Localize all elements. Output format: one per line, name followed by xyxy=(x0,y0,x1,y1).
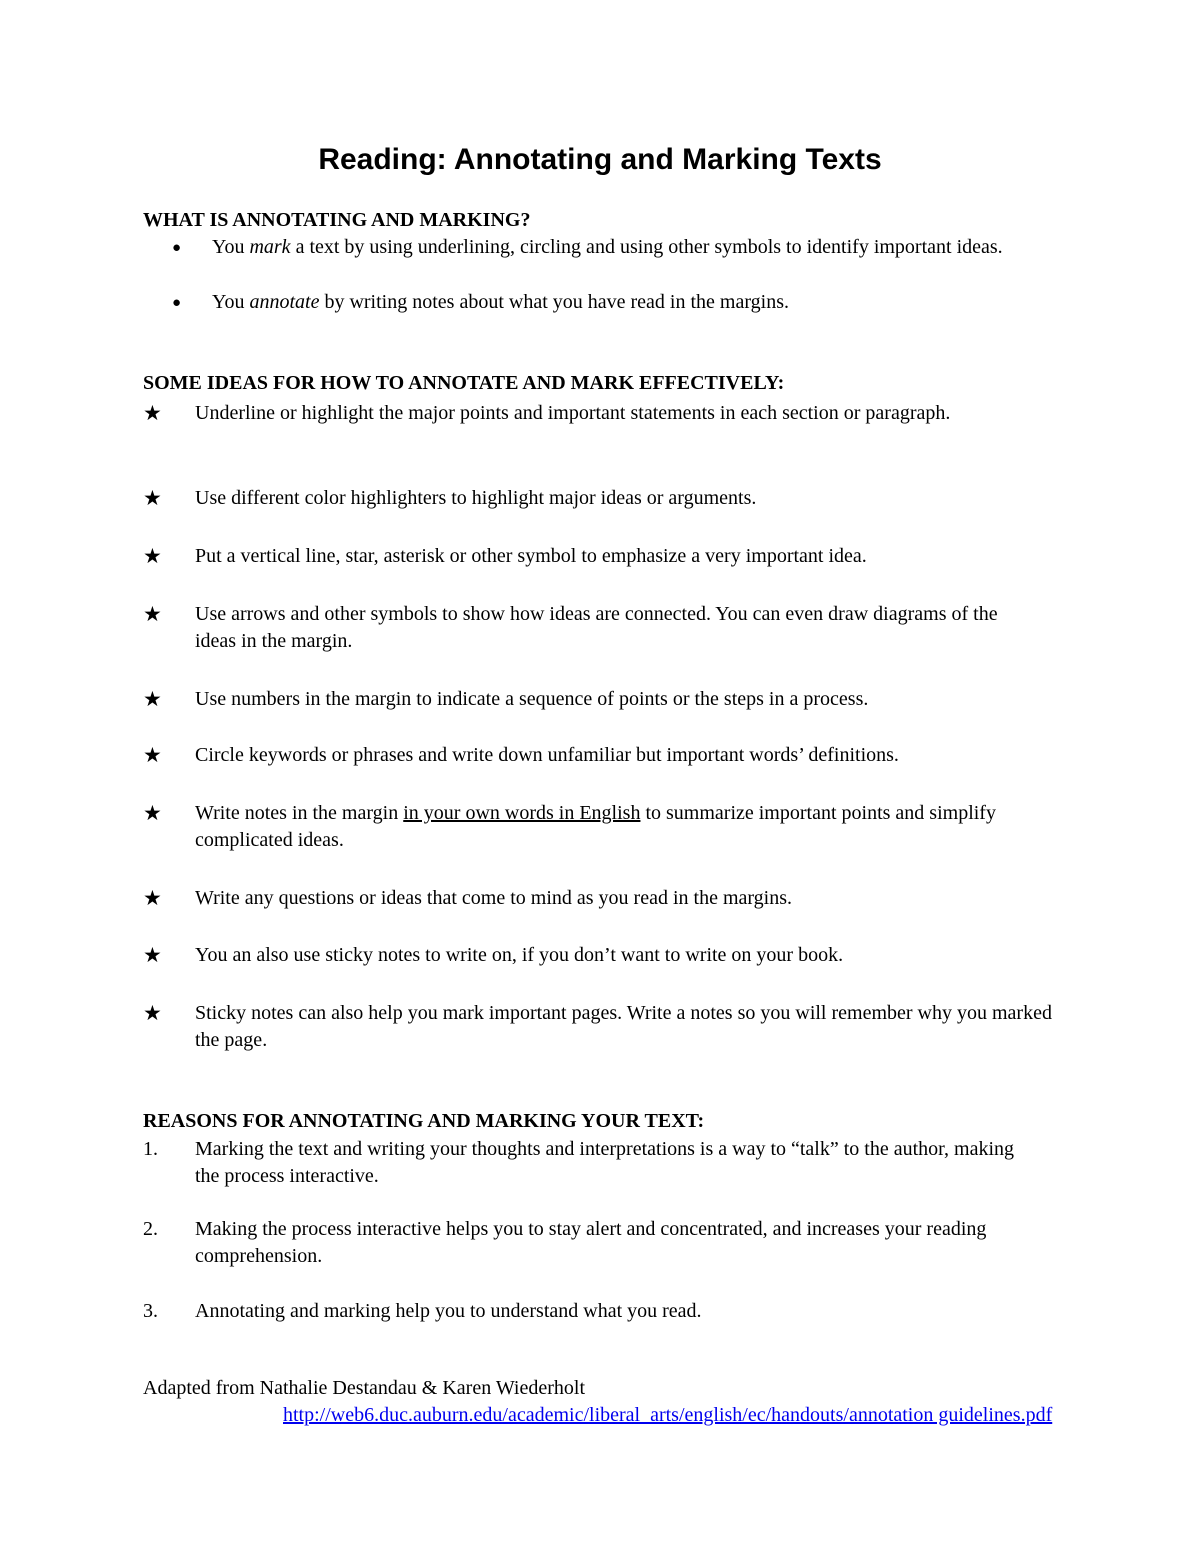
list-item: Write any questions or ideas that come to mind as you read in the margins. xyxy=(195,887,793,909)
star-icon: ★ xyxy=(143,801,162,825)
item-text: a text by using underlining, circling and using other symbols to identify important ideas. xyxy=(290,236,1003,258)
section-heading-ideas: SOME IDEAS FOR HOW TO ANNOTATE AND MARK EFFECTIVELY: xyxy=(143,372,785,394)
list-item xyxy=(212,289,1012,316)
item-text: You xyxy=(212,236,250,258)
section-heading-what-is: WHAT IS ANNOTATING AND MARKING? xyxy=(143,209,531,231)
list-item: Making the process interactive helps you to stay alert and concentrated, and increases your reading comprehension. xyxy=(195,1218,987,1267)
item-emphasis: annotate xyxy=(249,291,320,313)
star-icon: ★ xyxy=(143,886,162,910)
list-item: Sticky notes can also help you mark important pages. Write a notes so you will remember why you marked the page. xyxy=(195,1002,1052,1051)
star-icon: ★ xyxy=(143,743,162,767)
list-number: 3. xyxy=(143,1300,158,1322)
list-item: Use different color highlighters to highlight major ideas or arguments. xyxy=(195,487,757,509)
star-icon: ★ xyxy=(143,486,162,510)
star-icon: ★ xyxy=(143,401,162,425)
bullet-dot-icon: ● xyxy=(172,295,182,311)
list-item: Annotating and marking help you to understand what you read. xyxy=(195,1300,702,1322)
list-item: Use numbers in the margin to indicate a sequence of points or the steps in a process. xyxy=(195,688,869,710)
list-item: Put a vertical line, star, asterisk or other symbol to emphasize a very important idea. xyxy=(195,545,867,567)
page-title: Reading: Annotating and Marking Texts xyxy=(318,143,882,176)
item-underlined-text: in your own words in English xyxy=(403,802,641,824)
list-item: Marking the text and writing your thoughts and interpretations is a way to “talk” to the author, making the process interactive. xyxy=(195,1138,1015,1187)
star-icon: ★ xyxy=(143,687,162,711)
star-icon: ★ xyxy=(143,544,162,568)
item-text: to summarize important points and simplify complicated ideas. xyxy=(195,802,996,851)
list-item xyxy=(212,234,1012,261)
source-link[interactable]: http://web6.duc.auburn.edu/academic/liberal_arts/english/ec/handouts/annotation guidelines.pdf xyxy=(283,1404,1053,1426)
star-icon: ★ xyxy=(143,1001,162,1025)
credit-text: Adapted from Nathalie Destandau & Karen Wiederholt xyxy=(143,1377,586,1399)
list-number: 1. xyxy=(143,1138,158,1160)
item-emphasis: mark xyxy=(249,236,291,258)
item-text: by writing notes about what you have read in the margins. xyxy=(319,291,789,313)
item-text: Write notes in the margin xyxy=(195,802,404,824)
source-link-container xyxy=(283,1402,1063,1429)
section-heading-reasons: REASONS FOR ANNOTATING AND MARKING YOUR TEXT: xyxy=(143,1110,705,1132)
list-item xyxy=(195,800,1065,854)
star-icon: ★ xyxy=(143,943,162,967)
list-item: Underline or highlight the major points and important statements in each section or paragraph. xyxy=(195,402,951,424)
list-item: You an also use sticky notes to write on, if you don’t want to write on your book. xyxy=(195,944,844,966)
list-item: Circle keywords or phrases and write down unfamiliar but important words’ definitions. xyxy=(195,744,899,766)
star-icon: ★ xyxy=(143,602,162,626)
list-number: 2. xyxy=(143,1218,158,1240)
item-text: You xyxy=(212,291,250,313)
list-item: Use arrows and other symbols to show how ideas are connected. You can even draw diagrams of the ideas in the margin. xyxy=(195,603,998,652)
bullet-dot-icon: ● xyxy=(172,240,182,256)
